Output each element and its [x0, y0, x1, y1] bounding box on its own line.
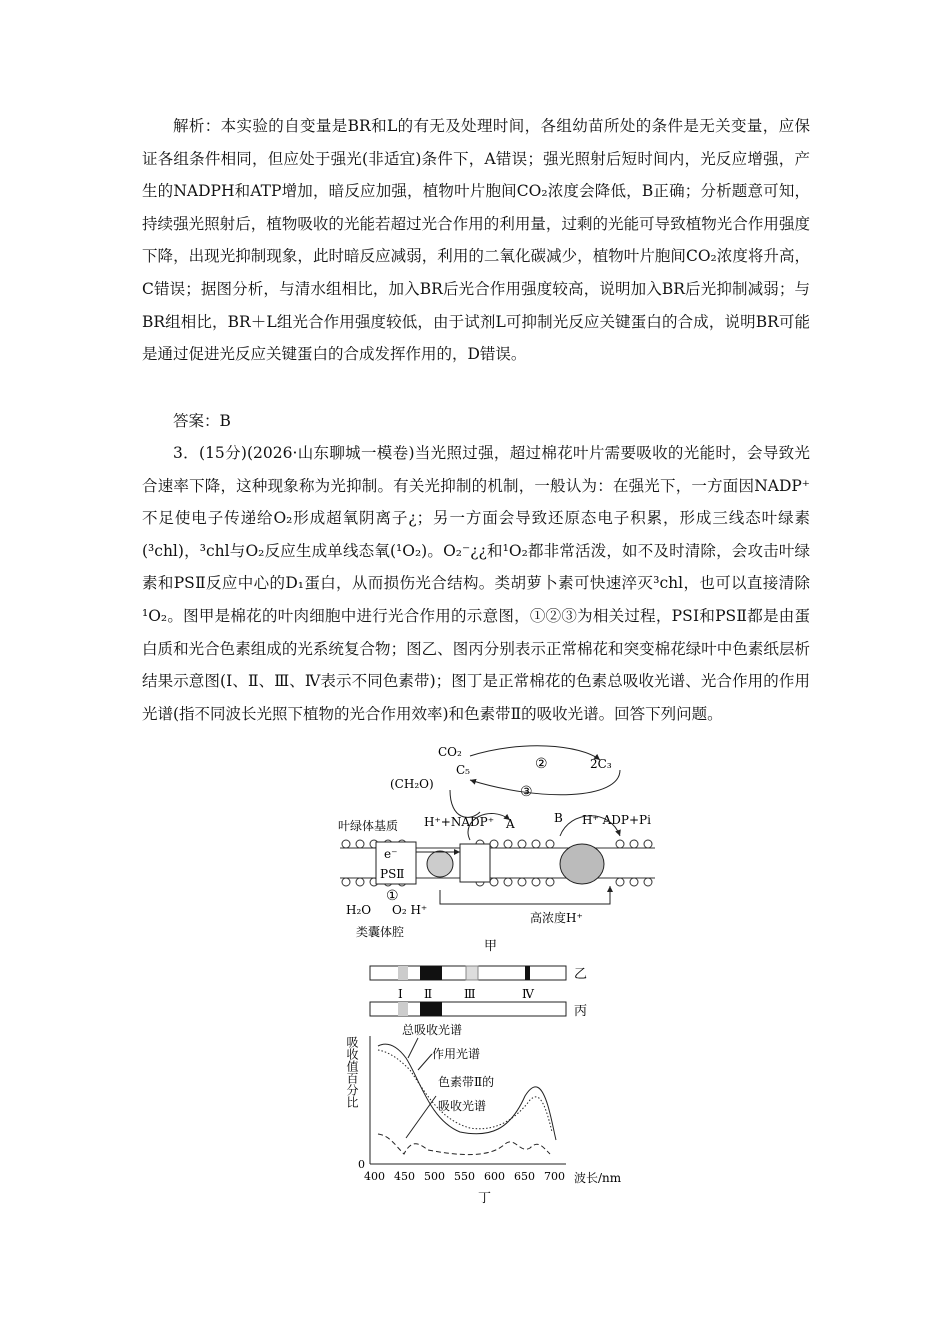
chromatogram-yi: [370, 966, 587, 1001]
arrow-cycle-left: [450, 790, 480, 817]
leader-action: [418, 1054, 432, 1070]
caption-bing: 丙: [574, 1004, 588, 1019]
leader-total: [408, 1038, 418, 1058]
atp-synthase: [560, 844, 604, 884]
label-stroma: 叶绿体基质: [338, 819, 399, 833]
band-3: [466, 966, 478, 980]
arrow-c3-c5: [470, 770, 620, 795]
label-total: 总吸收光谱: [402, 1023, 463, 1037]
answer-label: 答案：: [173, 412, 220, 430]
tick-600: 600: [484, 1170, 505, 1183]
analysis-text: 本实验的自变量是BR和L的有无及处理时间，各组幼苗所处的条件是无关变量，应保证各组条件相同，但应处于强光(非适宜)条件下，A错误；强光照射后短时间内，光反应增强，产生的NADPH和ATP增加，暗反应加强，植物叶片胞间CO₂浓度会降低，B正确；分析题意可知，持续强光照射后，植物吸收的光能若超过光合作用的利用量，过剩的光能可导致植物光合作用强度下降，出现光抑制现象，此时暗反应减弱，利用的二氧化碳减少，植物叶片胞间CO₂浓度将升高，C错误；据图分析，与清水组相比，加入BR后光合作用强度较高，说明加入BR后光抑制减弱；与BR组相比，BR＋L组光合作用强度较低，由于试剂L可抑制光反应关键蛋白的合成，说明BR可能是通过促进光反应关键蛋白的合成发挥作用的，D错误。: [142, 117, 810, 364]
band-2: [420, 966, 442, 980]
leader-band2: [406, 1096, 436, 1138]
label-band-4: Ⅳ: [522, 987, 534, 1001]
label-co2: CO₂: [438, 745, 462, 759]
question-paragraph: [142, 437, 810, 730]
label-lumen: 类囊体腔: [356, 925, 405, 939]
label-step2: ②: [535, 756, 548, 772]
label-e: e⁻: [384, 847, 398, 861]
tick-700: 700: [544, 1170, 565, 1183]
x-ticks: [364, 1170, 565, 1183]
label-step1: ①: [386, 888, 399, 904]
curve-band2-absorption: [378, 1134, 550, 1155]
tick-650: 650: [514, 1170, 535, 1183]
analysis-label: 解析：: [173, 117, 221, 135]
arrow-h-gradient: [440, 886, 610, 904]
label-band-3: Ⅲ: [464, 987, 476, 1001]
label-2c3: 2C₃: [590, 757, 612, 771]
label-o2h: O₂ H⁺: [392, 903, 428, 917]
ps1-box: [460, 844, 490, 882]
label-h-adp: H⁺ ADP+Pi: [582, 813, 651, 827]
label-band-1: Ⅰ: [398, 987, 403, 1001]
label-h-nadp: H⁺+NADP⁺: [424, 815, 495, 829]
label-band2-a: 色素带Ⅱ的: [438, 1075, 495, 1089]
chromatogram-bing: [370, 1002, 587, 1019]
label-step3: ③: [520, 784, 533, 800]
label-b: B: [554, 811, 563, 825]
y-label: 吸收值百分比: [345, 1036, 359, 1108]
band-1: [398, 966, 408, 980]
cytochrome: [427, 851, 453, 877]
band-4: [525, 966, 530, 980]
label-ch2o: (CH₂O): [390, 777, 434, 791]
question-number: 3．: [173, 444, 200, 462]
label-ps2: PSⅡ: [380, 867, 405, 881]
tick-500: 500: [424, 1170, 445, 1183]
tick-550: 550: [454, 1170, 475, 1183]
band-1-mutant: [398, 1002, 408, 1016]
y-zero: 0: [358, 1158, 365, 1171]
question-text: (15分)(2026·山东聊城一模卷)当光照过强，超过棉花叶片需要吸收的光能时，会导致光合速率下降，这种现象称为光抑制。有关光抑制的机制，一般认为：在强光下，一方面因NADP⁺不足使电子传递给O₂形成超氧阴离子¿；另一方面会导致还原态电子积累，形成三线态叶绿素(³chl)，³chl与O₂反应生成单线态氧(¹O₂)。O₂⁻¿¿和¹O₂都非常活泼，如不及时清除，会攻击叶绿素和PSⅡ反应中心的D₁蛋白，从而损伤光合结构。类胡萝卜素可快速淬灭³chl，也可以直接清除¹O₂。图甲是棉花的叶肉细胞中进行光合作用的示意图，①②③为相关过程，PSⅠ和PSⅡ都是由蛋白质和光合色素组成的光系统复合物；图乙、图丙分别表示正常棉花和突变棉花绿叶中色素纸层析结果示意图(Ⅰ、Ⅱ、Ⅲ、Ⅳ表示不同色素带)；图丁是正常棉花的色素总吸收光谱、光合作用的作用光谱(指不同波长光照下植物的光合作用效率)和色素带Ⅱ的吸收光谱。回答下列问题。: [142, 444, 810, 723]
spectrum-ding: [345, 1022, 622, 1206]
label-c5: C₅: [456, 763, 470, 777]
label-h2o: H₂O: [346, 903, 372, 917]
curve-action-spectrum: [378, 1050, 552, 1132]
tick-450: 450: [394, 1170, 415, 1183]
caption-yi: 乙: [574, 967, 588, 982]
answer-value: B: [219, 412, 231, 430]
label-high-h: 高浓度H⁺: [530, 911, 583, 925]
label-a: A: [506, 817, 515, 831]
analysis-paragraph: [142, 110, 810, 371]
diagram-jia: [338, 745, 655, 954]
band-2-mutant: [420, 1002, 442, 1016]
x-label: 波长/nm: [574, 1171, 622, 1185]
caption-jia: 甲: [484, 939, 498, 954]
label-band-2: Ⅱ: [424, 987, 433, 1001]
label-band2-b: 吸收光谱: [438, 1099, 487, 1113]
label-action: 作用光谱: [432, 1047, 481, 1061]
answer-line: [142, 405, 810, 438]
caption-ding: 丁: [478, 1191, 492, 1206]
tick-400: 400: [364, 1170, 385, 1183]
figure-group: [320, 740, 660, 1210]
